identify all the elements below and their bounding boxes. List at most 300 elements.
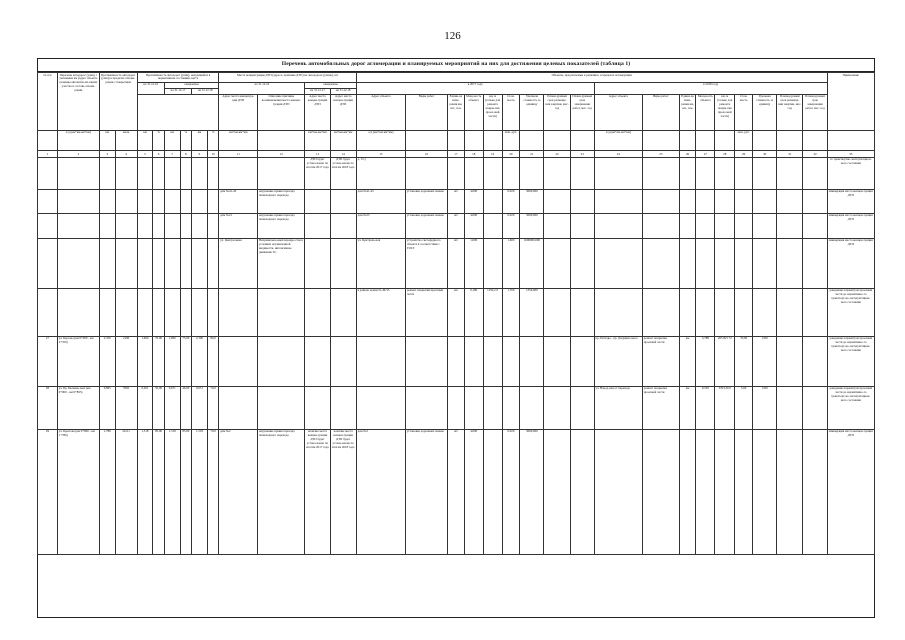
column-number-23: 23 [570,150,594,157]
cell-col-11 [219,288,258,336]
column-number-25: 25 [642,150,679,157]
cell-col-2: ул. Бергова (км 0+000 - км 2+350) [57,336,99,386]
column-number-18: 18 [464,150,483,157]
cell-col-6: 85,00 [153,429,165,554]
cell-col-32 [803,189,827,213]
table-row [38,288,875,336]
cell-col-5 [137,288,153,336]
cell-col-28 [715,189,735,213]
cell-col-26 [679,213,696,238]
cell-col-21 [520,386,544,429]
cell-col-25 [642,157,679,189]
cell-col-16 [406,157,448,189]
hdr-plan-impl-18: Плани-руемый срок завершения работ, мес. год [803,94,827,130]
cell-col-28 [715,213,735,238]
cell-col-15 [356,386,405,429]
column-number-3: 3 [99,150,115,157]
unit-km: км [164,130,180,150]
cell-col-27: 0,529 [696,386,715,429]
cell-col-30 [753,157,777,189]
cell-col-16: ремонт покрытия проезжей части [406,288,448,336]
cell-col-8 [180,238,192,288]
cell-col-30: 1350 [753,336,777,386]
cell-col-18: 4,000 [464,213,483,238]
cell-col-4 [115,213,137,238]
hdr-dtp-1812: на 31.12.18 [330,88,356,94]
cell-col-21: 1350,000 [520,288,544,336]
cell-col-21 [520,336,544,386]
hdr-dtp-expected: ожидаемое [305,82,356,88]
cell-col-30 [753,429,777,554]
column-number-1: 1 [38,150,58,157]
cell-col-18: 0,180 [464,288,483,336]
cell-col-15 [356,336,405,386]
cell-col-8: 75,00 [180,336,192,386]
cell-col-14: наличие места концен-трации ДТП будет устано-влено по итогам 2018 года [330,429,356,554]
cell-col-31 [777,213,803,238]
cell-col-27 [696,288,715,336]
cell-col-27: 3,788 [696,336,715,386]
cell-col-1 [38,157,58,189]
hdr-plan-impl-17: Плани-руемый срок завершения работ, мес. год [570,94,594,130]
hdr-extent: Протяжённость автодорог (улиц) в пределах агломе-рации с покрытием [99,73,137,131]
hdr-dtp-desc: Описание причины возникновения места концен-трации ДТП [258,94,305,130]
cell-col-14 [330,288,356,336]
cell-col-19 [483,336,502,386]
column-number-27: 27 [696,150,715,157]
table-row [38,336,875,386]
cell-col-32 [803,429,827,554]
cell-col-3: 1,786 [99,429,115,554]
cell-col-10: 70,0 [207,429,219,554]
cell-col-4: 2160 [115,336,137,386]
cell-col-33: ликвидация места концен-трации ДТП [827,189,874,213]
cell-col-27 [696,213,715,238]
cell-col-1: 27 [38,336,58,386]
cell-col-16 [406,386,448,429]
cell-col-17 [448,336,465,386]
cell-col-33: ликвидация места концен-трации ДТП [827,238,874,288]
cell-col-24 [594,189,642,213]
cell-col-3 [99,288,115,336]
cell-col-23 [570,213,594,238]
hdr-dtp-1712: на 31.12.17 [305,88,330,94]
cell-col-12: Неправильно-ный перекре-сток в условиях ограниченной видимости, интенсивное движение ТС [258,238,305,288]
page-number: 126 [444,30,461,42]
cell-col-30 [753,213,777,238]
column-number-30: 30 [753,150,777,157]
hdr-norm-1612: на 31.12.16 [137,82,164,94]
cell-col-15: ул. Централь-ная [356,238,405,288]
cell-col-11 [219,386,258,429]
hdr-notes: Примечание [827,73,874,131]
cell-col-17: шт [448,213,465,238]
cell-col-20 [502,336,520,386]
hdr-unit-cost-18: Удельная стоимость за единицу [753,94,777,130]
cell-col-22 [544,213,570,238]
table-row [38,213,875,238]
cell-col-16 [406,336,448,386]
column-number-14: 14 [330,150,356,157]
cell-col-2: ул. Брезгова (км 0+000 - км 1+786) [57,429,99,554]
cell-col-15: дом №41-43 [356,189,405,213]
hdr-cost-18: Стои-мость [735,94,753,130]
cell-col-9 [192,189,208,213]
cell-col-11 [219,157,258,189]
cell-col-31 [777,157,803,189]
column-number-28: 28 [715,150,735,157]
cell-col-17 [448,157,465,189]
column-number-8: 8 [180,150,192,157]
column-number-31: 31 [777,150,803,157]
cell-col-32 [803,157,827,189]
cell-col-13 [305,238,330,288]
cell-col-23 [570,157,594,189]
cell-col-30: 1350 [753,386,777,429]
hdr-work-type-17: Виды работ [406,94,448,130]
hdr-addr-dtp-17: Адрес места концен-трации ДТП [305,94,330,130]
cell-col-12 [258,157,305,189]
cell-col-23 [570,288,594,336]
cell-col-26 [679,189,696,213]
cell-col-12 [258,336,305,386]
cell-col-8 [180,288,192,336]
cell-col-16: установка дорожных знаков [406,213,448,238]
hdr-objects: Объекты, предлагаемые к решению, в пределах агломерации [356,73,827,83]
cell-col-6 [153,189,165,213]
cell-col-22 [544,386,570,429]
cell-col-3: 0,895 [99,386,115,429]
cell-col-29: 35,00 [735,336,753,386]
hdr-repair-18: км, м (только для ремонта покры-тия проез-жей части) [715,94,735,130]
cell-col-19 [483,386,502,429]
cell-col-13 [305,213,330,238]
column-number-26: 26 [679,150,696,157]
cell-col-15: д. 3/1) [356,157,405,189]
cell-col-22 [544,288,570,336]
unit-mln: млн. руб. [502,130,520,150]
cell-col-6 [153,238,165,288]
cell-col-17: шт [448,429,465,554]
column-number-32: 32 [803,150,827,157]
cell-col-1 [38,213,58,238]
cell-col-28 [715,238,735,288]
cell-col-19 [483,157,502,189]
cell-col-31 [777,386,803,429]
cell-col-29 [735,238,753,288]
table-row [38,189,875,213]
cell-col-18: 4,000 [464,189,483,213]
cell-col-21: 5000,000 [520,429,544,554]
cell-col-9: 1,518 [192,429,208,554]
cell-col-9: 2,300 [192,336,208,386]
cell-col-5 [137,238,153,288]
cell-col-4 [115,189,137,213]
cell-col-27 [696,238,715,288]
cell-col-21 [520,157,544,189]
cell-col-22 [544,336,570,386]
column-number-19: 19 [483,150,502,157]
cell-col-32 [803,238,827,288]
cell-col-24 [594,429,642,554]
cell-col-8 [180,189,192,213]
cell-col-25 [642,288,679,336]
cell-col-4 [115,157,137,189]
cell-col-7: 1,900 [164,336,180,386]
cell-col-7: 1,518 [164,429,180,554]
cell-col-33: доведение параметров проезжей части до нормативно-го транспорт-но-эксплуатацион-ного состояния [827,288,874,336]
column-number-15: 15 [356,150,405,157]
cell-col-4 [115,288,137,336]
cell-col-2 [57,189,99,213]
hdr-unit-17: Едини-ца изме-рения км, шт., п.м. [448,94,465,130]
cell-col-10 [207,238,219,288]
cell-col-31 [777,189,803,213]
cell-col-33: доведение параметров проезжей части до нормативно-го транспорт-но-эксплуатацион-ного состояния [827,386,874,429]
unit-km-km: км+км-км+км [330,130,356,150]
cell-col-28: 3703,30 0 [715,386,735,429]
column-number-10: 10 [207,150,219,157]
hdr-dtp-places: Места концентрации ДТП (адреса, причины ДТП) на автодороге (улице), шт [219,73,356,83]
cell-col-10 [207,288,219,336]
cell-col-15: дом №23 [356,213,405,238]
cell-col-18 [464,386,483,429]
cell-col-11: дом №41-43 [219,189,258,213]
cell-col-14 [330,213,356,238]
hdr-norm-1712: на 31.12.17 [164,88,191,94]
cell-col-1 [38,189,58,213]
cell-col-12: нарушение правил проезда пешеходного перехода [258,189,305,213]
hdr-year-2018: в 2018 году [594,82,827,94]
cell-col-14 [330,238,356,288]
cell-col-17: км [448,288,465,336]
cell-col-29 [735,157,753,189]
cell-col-7 [164,288,180,336]
cell-col-24 [594,213,642,238]
unit-km: км [99,130,115,150]
hdr-addr-dtp: Адрес места концентра-ции ДТП [219,94,258,130]
cell-col-30 [753,189,777,213]
cell-col-9 [192,238,208,288]
cell-col-28: 26518,5 72 [715,336,735,386]
hdr-work-type-18: Виды работ [642,94,679,130]
cell-col-25: ремонт покрытия проезжей части [642,386,679,429]
cell-col-29 [735,189,753,213]
cell-col-27 [696,157,715,189]
hdr-road-name: Перечень автодорог (улиц) с указанием км (адрес объекта границы автомоби-ли-зации/участка в составе агломе-рации [57,73,99,131]
column-number-9: 9 [192,150,208,157]
cell-col-32 [803,213,827,238]
cell-col-7 [164,189,180,213]
cell-col-18: 1,000 [464,238,483,288]
hdr-norm-expected: ожидаемое [164,82,219,88]
cell-col-17: шт [448,189,465,213]
cell-col-12: нарушение правил проезда пешеходного перехода [258,213,305,238]
cell-col-12 [258,288,305,336]
hdr-num: № п/п [38,73,58,131]
cell-col-8: 85,00 [180,429,192,554]
cell-col-15: в районе домов № 49-55 [356,288,405,336]
cell-col-17 [448,386,465,429]
cell-col-10 [207,157,219,189]
cell-col-22 [544,189,570,213]
cell-col-24 [594,238,642,288]
cell-col-23 [570,386,594,429]
cell-col-32 [803,336,827,386]
cell-col-2 [57,157,99,189]
cell-col-24: ул. Народ-ная от перехода [594,386,642,429]
cell-col-5 [137,189,153,213]
hdr-power-18: Мощ-ность объекта [696,94,715,130]
cell-col-29: 5,00 [735,386,753,429]
hdr-power-17: Мощ-ность объекта [464,94,483,130]
cell-col-5: 1,600 [137,336,153,386]
cell-col-3 [99,157,115,189]
cell-col-23 [570,336,594,386]
cell-col-19 [483,429,502,554]
cell-col-22 [544,429,570,554]
cell-col-31 [777,238,803,288]
cell-col-4: 24111 [115,429,137,554]
cell-col-3 [99,189,115,213]
cell-col-24 [594,288,642,336]
cell-col-18: 4,000 [464,429,483,554]
column-number-13: 13 [305,150,330,157]
cell-col-4 [115,238,137,288]
cell-col-9 [192,157,208,189]
objects-table [37,72,875,555]
cell-col-33: доведение параметров проезжей части до нормативно-го транспорт-но-эксплуатацион-ного состояния [827,336,874,386]
cell-col-28 [715,288,735,336]
unit-km-axis: а/д (км+км-км+км) [594,130,642,150]
cell-col-11: ул. Центральная [219,238,258,288]
cell-col-32 [803,288,827,336]
hdr-unit-18: Едини-ца изме-рения км, шт., п.м. [679,94,696,130]
unit-km-km: км+км-км+км [305,130,330,150]
cell-col-5: 0,201 [137,386,153,429]
column-number-21: 21 [520,150,544,157]
cell-col-19 [483,213,502,238]
column-number-12: 12 [258,150,305,157]
cell-col-24 [594,157,642,189]
cell-col-9 [192,213,208,238]
hdr-obj-addr-18: Адрес объекта [594,94,642,130]
cell-col-16: устройство светофорного объекта в соответствии с ГОСТ [406,238,448,288]
cell-col-29 [735,288,753,336]
column-number-22: 22 [544,150,570,157]
unit-km: км [137,130,153,150]
hdr-obj-addr-17: Адрес объекта [356,94,405,130]
cell-col-25 [642,429,679,554]
cell-col-23 [570,429,594,554]
column-number-11: 11 [219,150,258,157]
column-number-33: 33 [827,150,874,157]
cell-col-13 [305,386,330,429]
cell-col-1 [38,288,58,336]
column-number-20: 20 [502,150,520,157]
table-row [38,429,875,554]
unit-km-km: км+км-км+км [219,130,258,150]
cell-col-13: наличие места концен-трации ДТП будет устано-влено по итогам 2017 года [305,429,330,554]
cell-col-13 [305,336,330,386]
hdr-norm-1812: на 31.12.18 [192,88,219,94]
unit-km: км [192,130,208,150]
unit-pct: % [207,130,219,150]
cell-col-29 [735,213,753,238]
table-row [38,386,875,429]
cell-col-21: 1600000,000 [520,238,544,288]
cell-col-17: шт [448,238,465,288]
column-number-6: 6 [153,150,165,157]
cell-col-20: 0,020 [502,213,520,238]
cell-col-31 [777,336,803,386]
cell-col-26 [679,288,696,336]
cell-col-28 [715,429,735,554]
cell-col-10 [207,213,219,238]
cell-col-30 [753,238,777,288]
cell-col-26 [679,238,696,288]
hdr-repair-17: км, м (только для ремонта покры-тия проез-жей части) [483,94,502,130]
cell-col-6 [153,213,165,238]
cell-col-29 [735,429,753,554]
cell-col-20: 1,700 [502,288,520,336]
table-row [38,238,875,288]
unit-km2: км.м [115,130,137,150]
table-title: Перечень автомобильных дорог агломерации и планируемых мероприятий на них для достижения целевых показателей (таблица 1) [281,61,631,67]
cell-col-20: 0,020 [502,189,520,213]
cell-col-3 [99,213,115,238]
hdr-addr-dtp-18: Адрес места концен-трации ДТП [330,94,356,130]
column-number-2: 2 [57,150,99,157]
cell-col-27 [696,429,715,554]
cell-col-32 [803,386,827,429]
cell-col-26 [679,157,696,189]
cell-col-20: 1,600 [502,238,520,288]
unit-km-axis: а/д (км+км-км+км) [356,130,405,150]
hdr-dtp-1612: на 31.12.16 [219,82,305,94]
cell-col-11 [219,336,258,386]
cell-col-10 [207,189,219,213]
cell-col-2 [57,213,99,238]
column-number-4: 4 [115,150,137,157]
cell-col-19 [483,189,502,213]
cell-col-12 [258,386,305,429]
cell-col-18 [464,336,483,386]
cell-col-19: 1250,2 0 [483,288,502,336]
cell-col-4: 7665 [115,386,137,429]
cell-col-15: дом №2 [356,429,405,554]
hdr-plan-deadline-18: Плани-руемый срок размеще-ния закупки, мес. год [777,94,803,130]
cell-col-8 [180,213,192,238]
cell-col-33: ликвидация места концен-трации ДТП [827,429,874,554]
cell-col-25 [642,238,679,288]
cell-col-11: дом №21 [219,213,258,238]
cell-col-22 [544,238,570,288]
hdr-unit-cost-17: Удельная стоимость за единицу [520,94,544,130]
cell-col-14 [330,336,356,386]
cell-col-7 [164,213,180,238]
cell-col-14: ДТП будет устано-влено по итогам 2018 года [330,157,356,189]
column-number-row [38,150,875,157]
cell-col-12: нарушение правил проезда пешеходного перехода [258,429,305,554]
cell-col-31 [777,429,803,554]
cell-col-26 [679,429,696,554]
cell-col-23 [570,238,594,288]
cell-col-16: установка дорожных знаков [406,189,448,213]
hdr-norm: Протяжённость автодорог (улиц), находящейся в нормативном состоянии, км/% [137,73,219,83]
cell-col-3 [99,238,115,288]
cell-col-21: 5000,000 [520,213,544,238]
